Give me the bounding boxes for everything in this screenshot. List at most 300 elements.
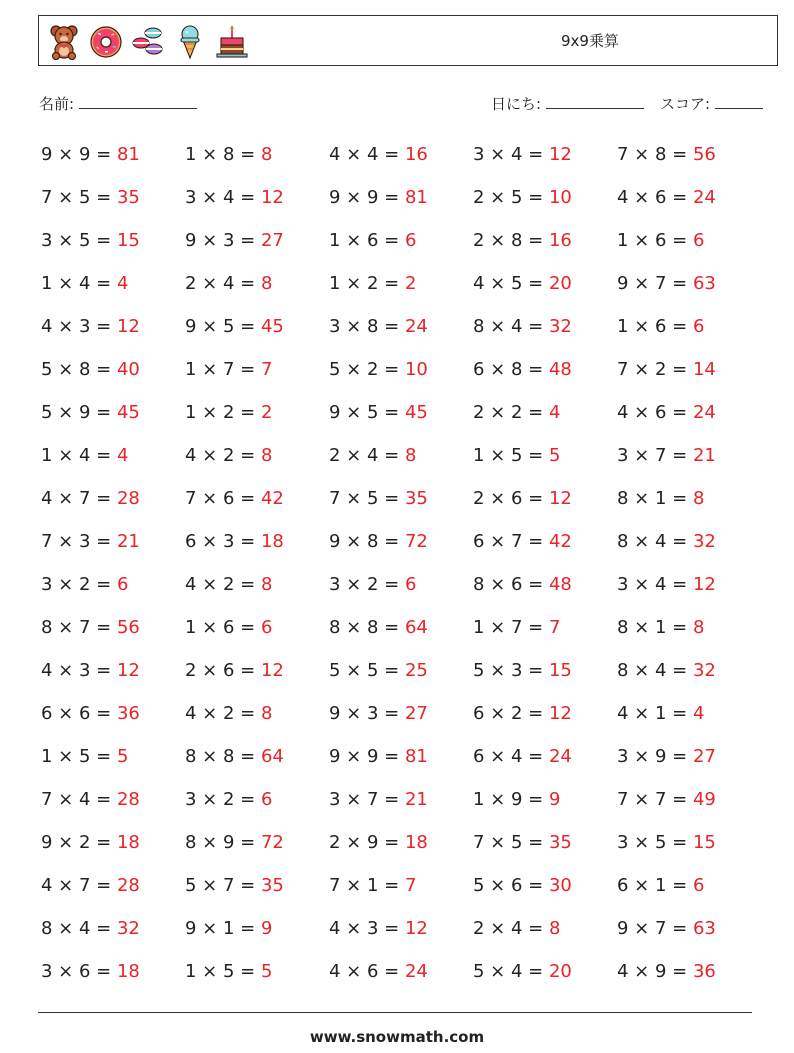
problem-item xyxy=(41,961,140,982)
macarons-icon xyxy=(131,22,165,60)
problem-item xyxy=(329,918,428,939)
problem-item xyxy=(617,617,704,638)
date-label: 日にち: xyxy=(491,95,542,113)
problem-item xyxy=(617,660,716,681)
problem-question: 6 × 4 = xyxy=(473,746,549,767)
problem-item xyxy=(617,359,716,380)
problem-answer: 35 xyxy=(548,832,572,853)
problem-answer: 18 xyxy=(116,832,140,853)
name-field xyxy=(39,93,197,114)
problem-question: 2 × 4 = xyxy=(329,445,405,466)
problem-answer: 8 xyxy=(260,703,273,724)
problem-question: 3 × 5 = xyxy=(617,832,693,853)
problem-question: 4 × 2 = xyxy=(185,703,261,724)
problem-answer: 6 xyxy=(116,574,129,595)
problem-item xyxy=(329,875,416,896)
problem-answer: 81 xyxy=(404,187,428,208)
problem-question: 7 × 5 = xyxy=(473,832,549,853)
problem-question: 6 × 1 = xyxy=(617,875,693,896)
problem-question: 3 × 4 = xyxy=(185,187,261,208)
problem-question: 9 × 9 = xyxy=(41,144,117,165)
problem-answer: 10 xyxy=(404,359,428,380)
problem-question: 6 × 7 = xyxy=(473,531,549,552)
worksheet-title: 9x9乗算 xyxy=(561,32,619,50)
problem-item xyxy=(329,230,416,251)
problem-answer: 14 xyxy=(692,359,716,380)
problem-question: 9 × 1 = xyxy=(185,918,261,939)
problem-item xyxy=(185,832,284,853)
problem-answer: 72 xyxy=(404,531,428,552)
problem-question: 3 × 5 = xyxy=(41,230,117,251)
problem-answer: 20 xyxy=(548,273,572,294)
problem-answer: 4 xyxy=(692,703,705,724)
problem-item xyxy=(185,746,284,767)
problem-answer: 6 xyxy=(260,617,273,638)
problem-answer: 5 xyxy=(260,961,273,982)
problem-question: 9 × 9 = xyxy=(329,746,405,767)
problem-question: 2 × 9 = xyxy=(329,832,405,853)
problem-answer: 24 xyxy=(692,187,716,208)
problem-question: 9 × 5 = xyxy=(185,316,261,337)
problem-question: 9 × 2 = xyxy=(41,832,117,853)
problem-item xyxy=(473,617,560,638)
problem-item xyxy=(41,316,140,337)
problem-question: 2 × 2 = xyxy=(473,402,549,423)
problem-answer: 2 xyxy=(260,402,273,423)
header-box xyxy=(38,15,778,66)
problem-answer: 24 xyxy=(692,402,716,423)
problem-item xyxy=(617,531,716,552)
problem-question: 3 × 8 = xyxy=(329,316,405,337)
problem-question: 1 × 6 = xyxy=(329,230,405,251)
problem-answer: 32 xyxy=(548,316,572,337)
problem-question: 7 × 1 = xyxy=(329,875,405,896)
problem-item xyxy=(185,230,284,251)
problem-question: 2 × 5 = xyxy=(473,187,549,208)
problem-question: 1 × 2 = xyxy=(185,402,261,423)
problem-answer: 8 xyxy=(260,574,273,595)
problem-question: 8 × 9 = xyxy=(185,832,261,853)
problem-item xyxy=(41,402,140,423)
problem-answer: 8 xyxy=(548,918,561,939)
problem-question: 6 × 3 = xyxy=(185,531,261,552)
problem-item xyxy=(185,445,272,466)
problem-answer: 9 xyxy=(260,918,273,939)
problem-item xyxy=(185,918,272,939)
problem-item xyxy=(473,789,560,810)
problem-question: 2 × 6 = xyxy=(185,660,261,681)
score-field xyxy=(660,93,763,114)
problem-question: 2 × 4 = xyxy=(473,918,549,939)
problem-answer: 8 xyxy=(404,445,417,466)
problem-question: 8 × 4 = xyxy=(617,531,693,552)
problem-item xyxy=(473,359,572,380)
problem-answer: 24 xyxy=(548,746,572,767)
problem-question: 4 × 4 = xyxy=(329,144,405,165)
problem-question: 9 × 7 = xyxy=(617,273,693,294)
problem-question: 3 × 2 = xyxy=(185,789,261,810)
problem-answer: 15 xyxy=(548,660,572,681)
problem-question: 4 × 2 = xyxy=(185,574,261,595)
problem-answer: 8 xyxy=(692,488,705,509)
problem-answer: 48 xyxy=(548,574,572,595)
problem-answer: 48 xyxy=(548,359,572,380)
problem-answer: 6 xyxy=(404,230,417,251)
problem-answer: 12 xyxy=(692,574,716,595)
problem-question: 1 × 6 = xyxy=(617,230,693,251)
problem-question: 9 × 8 = xyxy=(329,531,405,552)
problem-item xyxy=(617,230,704,251)
problem-item xyxy=(41,488,140,509)
problem-question: 9 × 7 = xyxy=(617,918,693,939)
problem-question: 3 × 9 = xyxy=(617,746,693,767)
problem-answer: 6 xyxy=(260,789,273,810)
problem-item xyxy=(617,918,716,939)
problem-item xyxy=(185,402,272,423)
problem-answer: 10 xyxy=(548,187,572,208)
problem-question: 8 × 8 = xyxy=(329,617,405,638)
problem-question: 2 × 8 = xyxy=(473,230,549,251)
problem-answer: 12 xyxy=(116,316,140,337)
problem-answer: 8 xyxy=(260,445,273,466)
problem-item xyxy=(473,918,560,939)
problem-item xyxy=(41,918,140,939)
problem-answer: 45 xyxy=(260,316,284,337)
problem-answer: 12 xyxy=(548,488,572,509)
problem-item xyxy=(329,961,428,982)
problem-item xyxy=(617,875,704,896)
problem-answer: 16 xyxy=(404,144,428,165)
score-blank[interactable] xyxy=(715,94,763,109)
problem-answer: 27 xyxy=(260,230,284,251)
problem-item xyxy=(473,144,572,165)
problem-question: 8 × 1 = xyxy=(617,488,693,509)
problem-item xyxy=(473,703,572,724)
problem-item xyxy=(617,402,716,423)
problem-answer: 18 xyxy=(260,531,284,552)
problem-item xyxy=(185,617,272,638)
problem-question: 5 × 2 = xyxy=(329,359,405,380)
problem-question: 9 × 5 = xyxy=(329,402,405,423)
problem-question: 3 × 4 = xyxy=(473,144,549,165)
teddy-bear-icon xyxy=(47,22,81,60)
problem-question: 5 × 3 = xyxy=(473,660,549,681)
problem-answer: 4 xyxy=(116,445,129,466)
problem-answer: 28 xyxy=(116,488,140,509)
donut-icon xyxy=(89,22,123,60)
problem-answer: 49 xyxy=(692,789,716,810)
problem-question: 8 × 7 = xyxy=(41,617,117,638)
problem-answer: 6 xyxy=(692,230,705,251)
problem-answer: 28 xyxy=(116,875,140,896)
problem-item xyxy=(617,187,716,208)
problem-item xyxy=(473,961,572,982)
problem-question: 1 × 4 = xyxy=(41,445,117,466)
problem-question: 1 × 5 = xyxy=(185,961,261,982)
problem-item xyxy=(329,488,428,509)
problem-item xyxy=(329,832,428,853)
problem-item xyxy=(617,445,716,466)
problem-question: 9 × 9 = xyxy=(329,187,405,208)
problem-item xyxy=(617,832,716,853)
problem-item xyxy=(329,316,428,337)
problem-item xyxy=(329,574,416,595)
problem-item xyxy=(185,531,284,552)
problem-item xyxy=(185,875,284,896)
problem-question: 1 × 6 = xyxy=(617,316,693,337)
problem-item xyxy=(473,402,560,423)
problem-question: 4 × 6 = xyxy=(329,961,405,982)
problem-answer: 4 xyxy=(548,402,561,423)
problem-item xyxy=(185,273,272,294)
footer-divider xyxy=(38,1012,752,1013)
problem-item xyxy=(185,488,284,509)
icon-row xyxy=(47,22,249,60)
problem-question: 5 × 8 = xyxy=(41,359,117,380)
problem-item xyxy=(617,144,716,165)
problem-answer: 7 xyxy=(548,617,561,638)
name-label: 名前: xyxy=(39,95,75,113)
problem-answer: 2 xyxy=(404,273,417,294)
problem-answer: 18 xyxy=(116,961,140,982)
problem-item xyxy=(41,660,140,681)
problem-question: 4 × 7 = xyxy=(41,488,117,509)
problem-answer: 6 xyxy=(692,875,705,896)
problem-question: 8 × 1 = xyxy=(617,617,693,638)
problem-answer: 30 xyxy=(548,875,572,896)
problem-answer: 72 xyxy=(260,832,284,853)
problem-item xyxy=(41,144,140,165)
problem-question: 7 × 2 = xyxy=(617,359,693,380)
problem-answer: 24 xyxy=(404,316,428,337)
problem-item xyxy=(41,445,128,466)
date-blank[interactable] xyxy=(546,94,644,109)
problem-question: 8 × 4 = xyxy=(41,918,117,939)
problem-answer: 12 xyxy=(260,660,284,681)
problem-question: 6 × 8 = xyxy=(473,359,549,380)
problem-item xyxy=(329,531,428,552)
problem-question: 4 × 2 = xyxy=(185,445,261,466)
problem-answer: 7 xyxy=(404,875,417,896)
problem-answer: 5 xyxy=(548,445,561,466)
problem-item xyxy=(473,531,572,552)
problem-question: 8 × 4 = xyxy=(617,660,693,681)
problem-answer: 64 xyxy=(260,746,284,767)
problem-question: 4 × 6 = xyxy=(617,187,693,208)
problem-item xyxy=(473,488,572,509)
problem-item xyxy=(41,617,140,638)
problem-question: 7 × 3 = xyxy=(41,531,117,552)
problem-item xyxy=(329,789,428,810)
problem-question: 8 × 6 = xyxy=(473,574,549,595)
problem-answer: 6 xyxy=(404,574,417,595)
problem-question: 7 × 7 = xyxy=(617,789,693,810)
problem-question: 7 × 6 = xyxy=(185,488,261,509)
problem-answer: 24 xyxy=(404,961,428,982)
problem-answer: 42 xyxy=(260,488,284,509)
problem-answer: 4 xyxy=(116,273,129,294)
birthday-cake-icon xyxy=(215,22,249,60)
problem-question: 1 × 5 = xyxy=(41,746,117,767)
problem-answer: 15 xyxy=(692,832,716,853)
ice-cream-icon xyxy=(173,22,207,60)
problem-question: 3 × 7 = xyxy=(329,789,405,810)
problem-item xyxy=(329,746,428,767)
problem-answer: 56 xyxy=(692,144,716,165)
problem-answer: 56 xyxy=(116,617,140,638)
problem-answer: 5 xyxy=(116,746,129,767)
footer-url: www.snowmath.com xyxy=(309,1028,485,1046)
problem-answer: 45 xyxy=(404,402,428,423)
problem-item xyxy=(329,187,428,208)
problem-item xyxy=(329,617,428,638)
problem-answer: 12 xyxy=(548,144,572,165)
problem-item xyxy=(41,746,128,767)
problem-item xyxy=(41,187,140,208)
problem-item xyxy=(617,488,704,509)
problem-question: 5 × 6 = xyxy=(473,875,549,896)
problem-answer: 36 xyxy=(692,961,716,982)
problem-item xyxy=(473,746,572,767)
problem-question: 2 × 4 = xyxy=(185,273,261,294)
problem-answer: 35 xyxy=(116,187,140,208)
score-label: スコア: xyxy=(660,95,711,113)
problem-answer: 21 xyxy=(692,445,716,466)
problem-item xyxy=(41,359,140,380)
problem-question: 8 × 8 = xyxy=(185,746,261,767)
problem-item xyxy=(329,144,428,165)
problem-answer: 81 xyxy=(404,746,428,767)
problem-item xyxy=(473,875,572,896)
problem-item xyxy=(617,273,716,294)
problem-item xyxy=(185,359,272,380)
problem-answer: 35 xyxy=(404,488,428,509)
problem-item xyxy=(473,445,560,466)
problem-item xyxy=(617,574,716,595)
problem-question: 4 × 6 = xyxy=(617,402,693,423)
problem-question: 5 × 9 = xyxy=(41,402,117,423)
problem-item xyxy=(41,789,140,810)
problem-answer: 81 xyxy=(116,144,140,165)
problem-item xyxy=(41,273,128,294)
problem-item xyxy=(329,273,416,294)
problem-answer: 8 xyxy=(260,273,273,294)
problem-answer: 12 xyxy=(260,187,284,208)
problem-item xyxy=(329,402,428,423)
problem-item xyxy=(617,703,704,724)
problem-item xyxy=(185,144,272,165)
problem-question: 4 × 3 = xyxy=(329,918,405,939)
problem-question: 1 × 2 = xyxy=(329,273,405,294)
problem-answer: 8 xyxy=(692,617,705,638)
problem-item xyxy=(473,316,572,337)
problem-answer: 21 xyxy=(116,531,140,552)
date-field xyxy=(491,93,644,114)
problem-item xyxy=(473,273,572,294)
problem-answer: 12 xyxy=(404,918,428,939)
problem-answer: 28 xyxy=(116,789,140,810)
problem-question: 4 × 3 = xyxy=(41,660,117,681)
problem-question: 1 × 7 = xyxy=(185,359,261,380)
problem-item xyxy=(185,187,284,208)
name-blank[interactable] xyxy=(79,94,197,109)
problem-question: 9 × 3 = xyxy=(329,703,405,724)
problem-item xyxy=(329,445,416,466)
problem-answer: 21 xyxy=(404,789,428,810)
problem-answer: 12 xyxy=(548,703,572,724)
problem-item xyxy=(185,574,272,595)
problem-answer: 63 xyxy=(692,918,716,939)
problem-question: 7 × 5 = xyxy=(329,488,405,509)
problem-answer: 25 xyxy=(404,660,428,681)
problem-answer: 36 xyxy=(116,703,140,724)
problem-item xyxy=(41,230,140,251)
problem-question: 4 × 9 = xyxy=(617,961,693,982)
problem-answer: 35 xyxy=(260,875,284,896)
problem-item xyxy=(185,703,272,724)
problem-answer: 63 xyxy=(692,273,716,294)
problem-answer: 18 xyxy=(404,832,428,853)
problem-question: 3 × 6 = xyxy=(41,961,117,982)
problem-question: 1 × 8 = xyxy=(185,144,261,165)
problem-item xyxy=(473,660,572,681)
problem-item xyxy=(329,703,428,724)
problem-question: 9 × 3 = xyxy=(185,230,261,251)
problem-item xyxy=(617,316,704,337)
problem-answer: 20 xyxy=(548,961,572,982)
problem-question: 1 × 5 = xyxy=(473,445,549,466)
problem-question: 3 × 2 = xyxy=(329,574,405,595)
problem-answer: 6 xyxy=(692,316,705,337)
problem-item xyxy=(473,832,572,853)
problem-item xyxy=(473,230,572,251)
problem-item xyxy=(473,187,572,208)
problem-question: 7 × 8 = xyxy=(617,144,693,165)
problem-answer: 45 xyxy=(116,402,140,423)
problem-question: 1 × 7 = xyxy=(473,617,549,638)
problem-question: 8 × 4 = xyxy=(473,316,549,337)
problem-answer: 7 xyxy=(260,359,273,380)
problem-question: 2 × 6 = xyxy=(473,488,549,509)
problem-answer: 42 xyxy=(548,531,572,552)
problem-question: 1 × 6 = xyxy=(185,617,261,638)
problem-question: 5 × 7 = xyxy=(185,875,261,896)
problem-answer: 15 xyxy=(116,230,140,251)
problem-question: 3 × 7 = xyxy=(617,445,693,466)
problem-question: 5 × 4 = xyxy=(473,961,549,982)
problem-item xyxy=(617,961,716,982)
problem-question: 3 × 2 = xyxy=(41,574,117,595)
problem-answer: 8 xyxy=(260,144,273,165)
problem-answer: 27 xyxy=(404,703,428,724)
problem-item xyxy=(185,961,272,982)
problem-answer: 12 xyxy=(116,660,140,681)
problem-answer: 27 xyxy=(692,746,716,767)
problem-question: 3 × 4 = xyxy=(617,574,693,595)
problem-item xyxy=(617,746,716,767)
problem-answer: 16 xyxy=(548,230,572,251)
problem-question: 6 × 6 = xyxy=(41,703,117,724)
problem-item xyxy=(617,789,716,810)
problem-answer: 32 xyxy=(116,918,140,939)
problem-item xyxy=(41,832,140,853)
problem-item xyxy=(185,660,284,681)
problem-question: 6 × 2 = xyxy=(473,703,549,724)
problem-question: 4 × 1 = xyxy=(617,703,693,724)
problem-item xyxy=(41,531,140,552)
problem-item xyxy=(473,574,572,595)
problem-question: 5 × 5 = xyxy=(329,660,405,681)
